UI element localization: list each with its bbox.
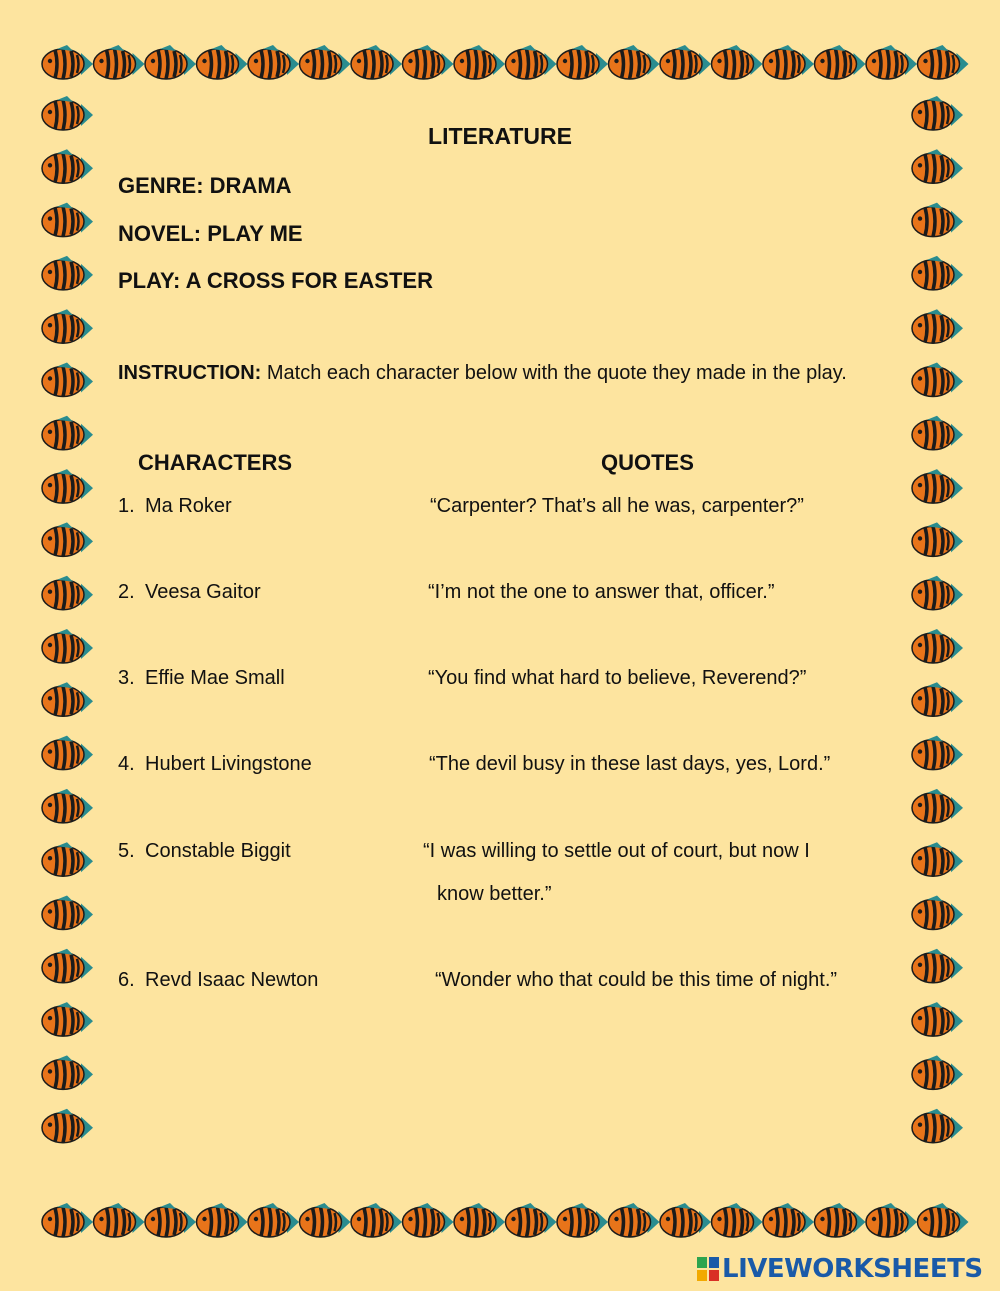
character-item[interactable]	[118, 753, 312, 776]
striped-fish-icon	[912, 256, 963, 290]
character-name: Effie Mae Small	[145, 667, 285, 689]
striped-fish-icon	[42, 842, 93, 876]
character-item[interactable]	[118, 840, 291, 863]
striped-fish-icon	[42, 149, 93, 183]
quote-item[interactable]: “The devil busy in these last days, yes, Lord.”	[429, 753, 831, 775]
striped-fish-icon	[912, 736, 963, 770]
character-name: Veesa Gaitor	[145, 581, 261, 603]
striped-fish-icon	[912, 682, 963, 716]
striped-fish-icon	[42, 256, 93, 290]
striped-fish-icon	[454, 1203, 505, 1237]
striped-fish-icon	[42, 682, 93, 716]
page-title: LITERATURE	[428, 123, 572, 149]
striped-fish-icon	[912, 309, 963, 343]
striped-fish-icon	[197, 1203, 248, 1237]
character-name: Hubert Livingstone	[145, 753, 312, 775]
striped-fish-icon	[660, 1203, 711, 1237]
instruction-text	[118, 362, 847, 385]
quote-item-continuation: know better.”	[437, 883, 552, 905]
liveworksheets-logo	[697, 1255, 983, 1283]
striped-fish-icon	[42, 789, 93, 823]
play-heading: PLAY: A CROSS FOR EASTER	[118, 268, 433, 293]
striped-fish-icon	[506, 1203, 557, 1237]
quotes-column-header: QUOTES	[601, 450, 694, 475]
striped-fish-icon	[912, 842, 963, 876]
striped-fish-icon	[912, 1109, 963, 1143]
striped-fish-icon	[912, 149, 963, 183]
striped-fish-icon	[42, 45, 93, 79]
striped-fish-icon	[145, 1203, 196, 1237]
quote-item[interactable]: “Carpenter? That’s all he was, carpenter?”	[430, 495, 804, 517]
striped-fish-icon	[815, 1203, 866, 1237]
striped-fish-icon	[918, 1203, 969, 1237]
striped-fish-icon	[815, 45, 866, 79]
striped-fish-icon	[42, 469, 93, 503]
character-number: 5.	[118, 840, 135, 862]
striped-fish-icon	[866, 45, 917, 79]
striped-fish-icon	[42, 949, 93, 983]
striped-fish-icon	[42, 309, 93, 343]
striped-fish-icon	[42, 363, 93, 397]
genre-heading: GENRE: DRAMA	[118, 173, 292, 198]
striped-fish-icon	[912, 363, 963, 397]
quote-item[interactable]: “You find what hard to believe, Reverend?”	[428, 667, 807, 689]
striped-fish-icon	[42, 1055, 93, 1089]
character-item[interactable]	[118, 581, 261, 604]
striped-fish-icon	[912, 789, 963, 823]
striped-fish-icon	[42, 1109, 93, 1143]
striped-fish-icon	[300, 1203, 351, 1237]
striped-fish-icon	[42, 1002, 93, 1036]
striped-fish-icon	[557, 45, 608, 79]
striped-fish-icon	[912, 949, 963, 983]
striped-fish-icon	[42, 203, 93, 237]
character-item[interactable]	[118, 969, 318, 992]
striped-fish-icon	[248, 1203, 299, 1237]
striped-fish-icon	[403, 1203, 454, 1237]
striped-fish-icon	[712, 1203, 763, 1237]
striped-fish-icon	[42, 736, 93, 770]
striped-fish-icon	[912, 1055, 963, 1089]
character-name: Ma Roker	[145, 495, 232, 517]
striped-fish-icon	[912, 896, 963, 930]
striped-fish-icon	[912, 203, 963, 237]
character-number: 6.	[118, 969, 135, 991]
striped-fish-icon	[912, 576, 963, 610]
striped-fish-icon	[912, 416, 963, 450]
liveworksheets-logo-text: LIVEWORKSHEETS	[722, 1254, 983, 1284]
striped-fish-icon	[42, 416, 93, 450]
striped-fish-icon	[912, 469, 963, 503]
striped-fish-icon	[912, 522, 963, 556]
character-number: 1.	[118, 495, 135, 517]
striped-fish-icon	[42, 896, 93, 930]
striped-fish-icon	[712, 45, 763, 79]
striped-fish-icon	[300, 45, 351, 79]
striped-fish-icon	[42, 522, 93, 556]
striped-fish-icon	[42, 1203, 93, 1237]
striped-fish-icon	[918, 45, 969, 79]
character-item[interactable]	[118, 667, 285, 690]
quote-item[interactable]: “I’m not the one to answer that, officer.”	[428, 581, 775, 603]
character-name: Constable Biggit	[145, 840, 291, 862]
striped-fish-icon	[351, 45, 402, 79]
striped-fish-icon	[660, 45, 711, 79]
striped-fish-icon	[912, 629, 963, 663]
striped-fish-icon	[94, 45, 145, 79]
instruction-label: INSTRUCTION:	[118, 362, 262, 384]
striped-fish-icon	[248, 45, 299, 79]
striped-fish-icon	[351, 1203, 402, 1237]
novel-heading: NOVEL: PLAY ME	[118, 221, 303, 246]
striped-fish-icon	[866, 1203, 917, 1237]
quote-item[interactable]: “Wonder who that could be this time of night.”	[435, 969, 838, 991]
striped-fish-icon	[506, 45, 557, 79]
quote-item[interactable]: “I was willing to settle out of court, but now I	[423, 840, 810, 862]
striped-fish-icon	[94, 1203, 145, 1237]
striped-fish-icon	[763, 1203, 814, 1237]
striped-fish-icon	[197, 45, 248, 79]
character-number: 2.	[118, 581, 135, 603]
character-name: Revd Isaac Newton	[145, 969, 319, 991]
instruction-body: Match each character below with the quote they made in the play.	[261, 362, 847, 384]
striped-fish-icon	[557, 1203, 608, 1237]
striped-fish-icon	[145, 45, 196, 79]
character-number: 4.	[118, 753, 135, 775]
character-item[interactable]	[118, 495, 232, 518]
striped-fish-icon	[454, 45, 505, 79]
striped-fish-icon	[763, 45, 814, 79]
liveworksheets-logo-icon	[697, 1257, 719, 1281]
character-number: 3.	[118, 667, 135, 689]
characters-column-header: CHARACTERS	[138, 450, 292, 475]
striped-fish-icon	[609, 1203, 660, 1237]
striped-fish-icon	[403, 45, 454, 79]
striped-fish-icon	[42, 576, 93, 610]
striped-fish-icon	[609, 45, 660, 79]
striped-fish-icon	[42, 629, 93, 663]
striped-fish-icon	[912, 1002, 963, 1036]
